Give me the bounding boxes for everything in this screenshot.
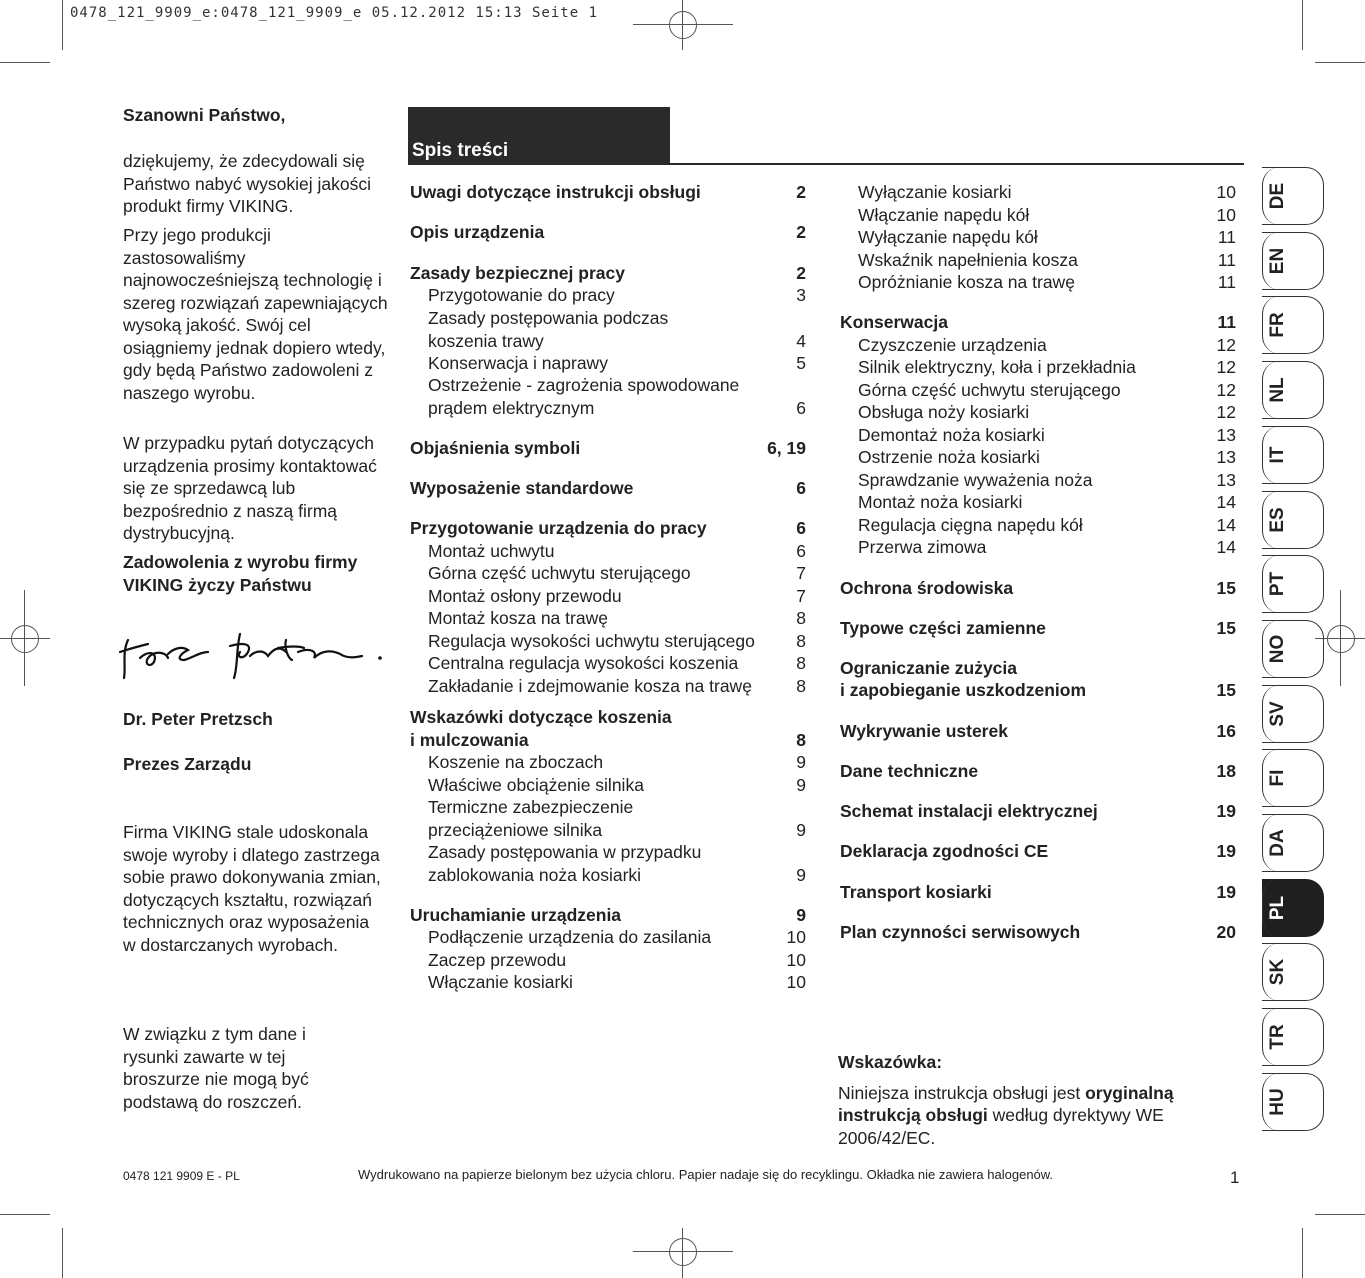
toc-entry-page: 18 <box>1216 761 1236 781</box>
signer-title-block <box>123 753 388 776</box>
toc-entry-label: Uruchamianie urządzenia <box>410 905 622 925</box>
registration-mark <box>669 1238 697 1266</box>
toc-entry-page: 19 <box>1216 882 1236 902</box>
toc-entry-page: 9 <box>796 905 806 925</box>
toc-entry-label: Objaśnienia symboli <box>410 438 581 458</box>
language-tab-label: DE <box>1267 182 1288 210</box>
page-number: 1 <box>1230 1168 1240 1187</box>
left-column <box>123 104 388 127</box>
toc-entry-label: Przygotowanie do pracy <box>428 285 615 305</box>
toc-entry-page: 2 <box>796 263 806 283</box>
toc-entry-page: 10 <box>1216 182 1236 202</box>
language-tab-label: FR <box>1267 312 1288 339</box>
language-tab-label: IT <box>1267 446 1288 464</box>
toc-entry-label: Obsługa noży kosiarki <box>858 402 1030 422</box>
language-tab-label: SV <box>1267 700 1288 727</box>
registration-mark <box>669 11 697 39</box>
toc-entry-page: 14 <box>1216 515 1236 535</box>
technology-text: Przy jego produkcji zastosowaliśmy najnowocześniejszą technologię i szereg rozwiązań zapewniających wysoką jakość. Swój cel osiągniemy jednak dopiero wtedy, gdy będą Państwo zadowoleni z naszego wyrobu. <box>123 225 388 403</box>
toc-entry-page: 2 <box>796 182 806 202</box>
language-tab-label: HU <box>1267 1088 1288 1116</box>
language-tab-sv[interactable] <box>1262 685 1324 743</box>
signer-block <box>123 708 388 731</box>
language-tab-label: NO <box>1267 634 1288 664</box>
toc-entry-label: Centralna regulacja wysokości koszenia <box>428 653 739 673</box>
toc-entry-page: 8 <box>796 730 806 750</box>
registration-mark <box>11 625 39 653</box>
toc-entry-page: 14 <box>1216 537 1236 557</box>
technology-paragraph <box>123 224 388 404</box>
toc-entry-page: 10 <box>786 927 806 947</box>
language-tab-label: EN <box>1267 247 1288 274</box>
note-text-c: według dyrektywy WE 2006/42/EC. <box>838 1105 1164 1148</box>
toc-entry-label: przeciążeniowe silnika <box>428 820 603 840</box>
toc-entry-page: 19 <box>1216 841 1236 861</box>
toc-entry-label: Opis urządzenia <box>410 222 545 242</box>
language-tab-en[interactable] <box>1262 232 1324 290</box>
language-tab-nl[interactable] <box>1262 361 1324 419</box>
toc-entry-page: 10 <box>1216 205 1236 225</box>
toc-entry-label: Włączanie kosiarki <box>428 972 573 992</box>
crop-mark <box>62 0 63 50</box>
toc-entry-page: 12 <box>1216 357 1236 377</box>
toc-entry-label: Koszenie na zboczach <box>428 752 604 772</box>
toc-entry-label: Plan czynności serwisowych <box>840 922 1081 942</box>
document-code: 0478 121 9909 E - PL <box>123 1169 240 1183</box>
signer-name: Dr. Peter Pretzsch <box>123 709 273 729</box>
toc-entry-label: Deklaracja zgodności CE <box>840 841 1049 861</box>
toc-entry-page: 12 <box>1216 335 1236 355</box>
toc-entry-label: Górna część uchwytu sterującego <box>428 563 691 583</box>
intro-text: dziękujemy, że zdecydowali się Państwo nabyć wysokiej jakości produkt firmy VIKING. <box>123 151 372 216</box>
toc-entry-label: Przygotowanie urządzenia do pracy <box>410 518 707 538</box>
toc-entry-label: Transport kosiarki <box>840 882 992 902</box>
crop-mark <box>62 1228 63 1278</box>
signature-image <box>118 622 390 684</box>
toc-entry-label: Wyłączanie napędu kół <box>858 227 1038 247</box>
toc-entry-page: 6 <box>796 478 806 498</box>
toc-entry-label: Wyposażenie standardowe <box>410 478 634 498</box>
toc-entry-page: 3 <box>796 285 806 305</box>
toc-entry-label: Wykrywanie usterek <box>840 721 1008 741</box>
language-tab-fr[interactable] <box>1262 296 1324 354</box>
contact-text: W przypadku pytań dotyczących urządzenia prosimy kontaktować się ze sprzedawcą lub bezpośrednio z naszą firmą dystrybucyjną. <box>123 433 377 543</box>
note-text-b: oryginalną instrukcją obsługi <box>838 1082 1174 1125</box>
toc-header-box <box>408 107 670 164</box>
language-tab-es[interactable] <box>1262 491 1324 549</box>
toc-entry-label: Termiczne zabezpieczenie <box>428 797 634 817</box>
toc-entry-page: 15 <box>1216 680 1236 700</box>
toc-entry-label: Konserwacja <box>840 312 948 332</box>
toc-entry-label: Dane techniczne <box>840 761 979 781</box>
toc-entry-label: Opróżnianie kosza na trawę <box>858 272 1075 292</box>
toc-entry-label: Konserwacja i naprawy <box>428 353 608 373</box>
toc-entry-page: 19 <box>1216 801 1236 821</box>
toc-entry-label: Montaż noża kosiarki <box>858 492 1023 512</box>
toc-entry-page: 2 <box>796 222 806 242</box>
language-tab-pl[interactable] <box>1262 879 1324 937</box>
toc-entry-page: 11 <box>1217 227 1236 247</box>
toc-entry-page: 13 <box>1216 470 1236 490</box>
language-tab-no[interactable] <box>1262 620 1324 678</box>
disclaimer-2-text: W związku z tym dane i rysunki zawarte w tej broszurze nie mogą być podstawą do roszczeń. <box>123 1024 309 1112</box>
disclaimer-2 <box>123 1023 333 1113</box>
toc-entry-page: 15 <box>1216 578 1236 598</box>
toc-entry-label: Wskaźnik napełnienia kosza <box>858 250 1078 270</box>
toc-entry-page: 8 <box>796 631 806 651</box>
signer-title: Prezes Zarządu <box>123 754 252 774</box>
toc-entry-label: i mulczowania <box>410 730 529 750</box>
toc-entry-page: 6, 19 <box>767 438 806 458</box>
intro-paragraph <box>123 150 388 218</box>
toc-entry-label: Zasady postępowania w przypadku <box>428 842 702 862</box>
print-header: 0478_121_9909_e:0478_121_9909_e 05.12.2012 15:13 Seite 1 <box>70 5 599 21</box>
toc-entry-label: Ostrzeżenie - zagrożenia spowodowane <box>428 375 740 395</box>
toc-entry-label: Podłączenie urządzenia do zasilania <box>428 927 712 947</box>
toc-entry-label: Wskazówki dotyczące koszenia <box>410 707 672 727</box>
toc-entry-page: 10 <box>786 950 806 970</box>
toc-entry-label: Ograniczanie zużycia <box>840 658 1018 678</box>
toc-entry-label: koszenia trawy <box>428 331 544 351</box>
toc-entry-label: Regulacja wysokości uchwytu sterującego <box>428 631 755 651</box>
toc-entry-page: 4 <box>796 331 806 351</box>
toc-entry-page: 11 <box>1217 312 1236 332</box>
toc-entry-page: 9 <box>796 820 806 840</box>
contact-paragraph <box>123 432 388 545</box>
toc-entry-page: 9 <box>796 752 806 772</box>
toc-entry-page: 9 <box>796 865 806 885</box>
crop-mark <box>0 62 50 63</box>
toc-entry-page: 10 <box>786 972 806 992</box>
language-tab-it[interactable] <box>1262 426 1324 484</box>
toc-entry-page: 8 <box>796 676 806 696</box>
toc-entry-page: 14 <box>1216 492 1236 512</box>
toc-entry-page: 12 <box>1216 380 1236 400</box>
toc-entry-label: Wyłączanie kosiarki <box>858 182 1012 202</box>
toc-entry-label: Silnik elektryczny, koła i przekładnia <box>858 357 1136 377</box>
wish-text: Zadowolenia z wyrobu firmy VIKING życzy Państwu <box>123 552 358 595</box>
toc-entry-label: Zasady postępowania podczas <box>428 308 669 328</box>
language-tab-label: FI <box>1267 769 1288 787</box>
toc-entry-page: 16 <box>1216 721 1236 741</box>
language-tab-tr[interactable] <box>1262 1008 1324 1066</box>
toc-entry-label: Sprawdzanie wyważenia noża <box>858 470 1093 490</box>
toc-entry-label: i zapobieganie uszkodzeniom <box>840 680 1087 700</box>
crop-mark <box>1315 62 1365 63</box>
toc-entry-page: 7 <box>796 563 806 583</box>
toc-entry-label: Zaczep przewodu <box>428 950 567 970</box>
toc-entry-page: 7 <box>796 586 806 606</box>
registration-mark <box>1327 625 1355 653</box>
language-tab-de[interactable] <box>1262 167 1324 225</box>
toc-entry-label: Regulacja cięgna napędu kół <box>858 515 1083 535</box>
toc-entry-label: Zakładanie i zdejmowanie kosza na trawę <box>428 676 752 696</box>
toc-entry-label: Włączanie napędu kół <box>858 205 1030 225</box>
note-text-a: Niniejsza instrukcja obsługi jest <box>838 1082 1086 1103</box>
toc-entry-label: Montaż kosza na trawę <box>428 608 608 628</box>
toc-entry-page: 11 <box>1217 250 1236 270</box>
toc-entry-page: 5 <box>796 353 806 373</box>
toc-entry-label: Przerwa zimowa <box>858 537 987 557</box>
toc-entry-page: 13 <box>1216 425 1236 445</box>
toc-entry-page: 6 <box>796 541 806 561</box>
toc-title: Spis treści <box>412 140 509 161</box>
toc-entry-label: zablokowania noża kosiarki <box>428 865 642 885</box>
toc-entry-label: Montaż osłony przewodu <box>428 586 622 606</box>
language-tab-sk[interactable] <box>1262 943 1324 1001</box>
language-tab-label: TR <box>1267 1024 1288 1050</box>
toc-entry-page: 9 <box>796 775 806 795</box>
toc-entry-page: 6 <box>796 518 806 538</box>
note-heading: Wskazówka: <box>838 1052 943 1072</box>
crop-mark <box>0 1214 50 1215</box>
footer-note: Wydrukowano na papierze bielonym bez użycia chloru. Papier nadaje się do recyklingu. Okładka nie zawiera halogenów. <box>358 1167 1054 1182</box>
toc-entry-label: Właściwe obciążenie silnika <box>428 775 644 795</box>
toc-entry-label: Zasady bezpiecznej pracy <box>410 263 625 283</box>
toc-entry-page: 13 <box>1216 447 1236 467</box>
disclaimer-1-text: Firma VIKING stale udoskonala swoje wyroby i dlatego zastrzega sobie prawo dokonywania zmian, dotyczących kształtu, rozwiązań technicznych oraz wyposażenia w dostarczanych wyrobach. <box>123 822 381 955</box>
toc-entry-label: Czyszczenie urządzenia <box>858 335 1047 355</box>
wish-paragraph <box>123 551 388 596</box>
toc-entry-page: 8 <box>796 653 806 673</box>
crop-mark <box>1315 1214 1365 1215</box>
language-tab-pt[interactable] <box>1262 555 1324 613</box>
language-tab-label: NL <box>1267 377 1288 403</box>
toc-entry-label: Uwagi dotyczące instrukcji obsługi <box>410 182 701 202</box>
crop-mark <box>1302 1228 1303 1278</box>
language-tab-fi[interactable] <box>1262 749 1324 807</box>
toc-entry-page: 20 <box>1216 922 1236 942</box>
toc-entry-label: Demontaż noża kosiarki <box>858 425 1045 445</box>
language-tab-label: DA <box>1267 829 1288 857</box>
toc-entry-label: Typowe części zamienne <box>840 618 1046 638</box>
toc-entry-label: Schemat instalacji elektrycznej <box>840 801 1098 821</box>
language-tab-da[interactable] <box>1262 814 1324 872</box>
crop-mark <box>1302 0 1303 50</box>
toc-entry-page: 8 <box>796 608 806 628</box>
note-text <box>838 1082 1218 1150</box>
language-tab-hu[interactable] <box>1262 1073 1324 1131</box>
language-tab-label: PL <box>1267 895 1288 920</box>
disclaimer-1 <box>123 821 383 956</box>
note-box <box>838 1051 1218 1149</box>
toc-entry-label: Górna część uchwytu sterującego <box>858 380 1121 400</box>
language-tab-label: SK <box>1267 959 1288 986</box>
greeting: Szanowni Państwo, <box>123 105 286 125</box>
toc-entry-label: Ochrona środowiska <box>840 578 1014 598</box>
toc-entry-page: 12 <box>1216 402 1236 422</box>
toc-divider <box>408 163 1244 165</box>
toc-entry-page: 6 <box>796 398 806 418</box>
toc-entry-label: prądem elektrycznym <box>428 398 595 418</box>
toc-entry-label: Ostrzenie noża kosiarki <box>858 447 1040 467</box>
toc-entry-page: 15 <box>1216 618 1236 638</box>
language-tab-label: PT <box>1267 572 1288 597</box>
language-tab-label: ES <box>1267 506 1288 533</box>
toc-entry-page: 11 <box>1217 272 1236 292</box>
toc-entry-label: Montaż uchwytu <box>428 541 555 561</box>
